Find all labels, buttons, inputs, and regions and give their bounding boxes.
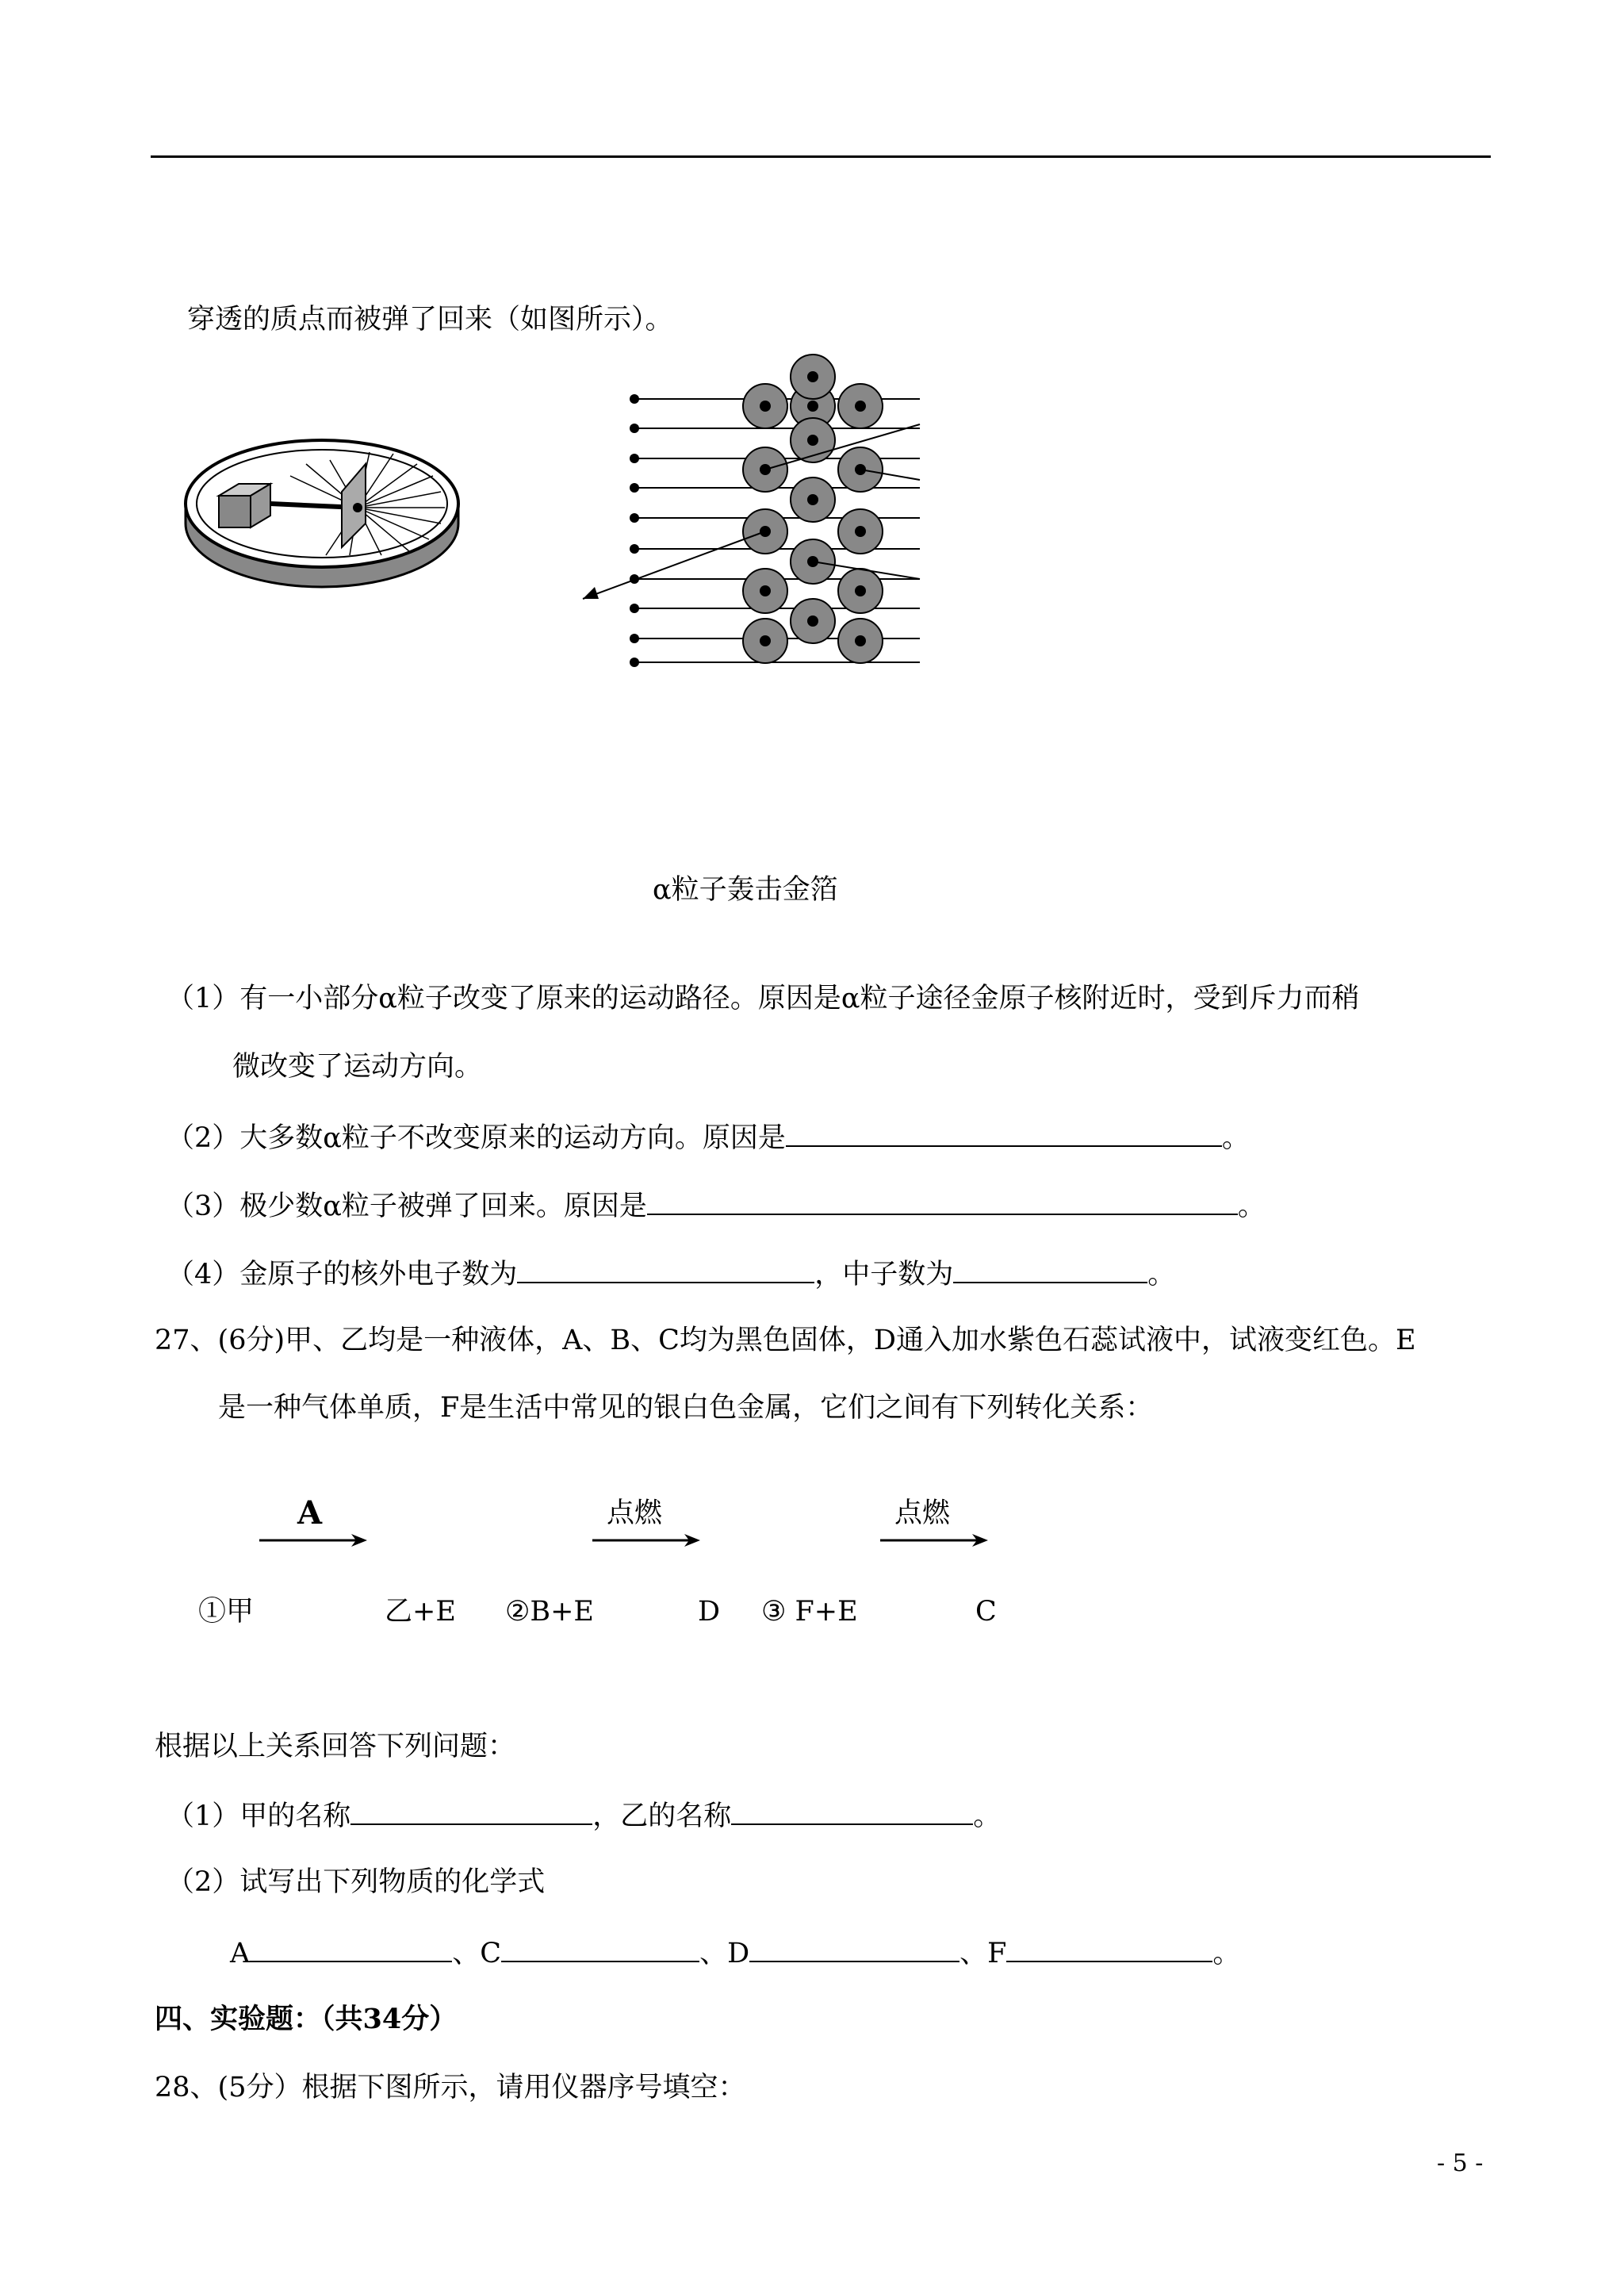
formula-d-label: 、D bbox=[699, 1938, 750, 1969]
q26-part3-answer-blank[interactable] bbox=[647, 1188, 1238, 1215]
q26-part2-prefix: （2）大多数α粒子不改变原来的运动方向。原因是 bbox=[167, 1122, 786, 1154]
formula-c-blank[interactable] bbox=[501, 1935, 699, 1962]
q27-line2: 是一种气体单质，F是生活中常见的银白色金属，它们之间有下列转化关系： bbox=[218, 1392, 1154, 1424]
yi-name-blank[interactable] bbox=[731, 1798, 973, 1825]
q26-part1-line2: 微改变了运动方向。 bbox=[232, 1051, 483, 1083]
q26-part2-period: 。 bbox=[1221, 1122, 1250, 1154]
reaction3-right: C bbox=[975, 1596, 997, 1628]
reaction1-arrow bbox=[258, 1531, 369, 1550]
q26-part2-answer-blank[interactable] bbox=[786, 1120, 1222, 1147]
q26-part4 bbox=[167, 1256, 1175, 1290]
q27-sub1 bbox=[167, 1798, 1001, 1832]
q26-part3 bbox=[167, 1188, 1266, 1222]
figure-caption: α粒子轰击金箔 bbox=[653, 874, 838, 906]
reaction1-left: ①甲 bbox=[198, 1596, 255, 1628]
formula-a-blank[interactable] bbox=[250, 1935, 452, 1962]
formula-f-label: 、F bbox=[959, 1938, 1007, 1969]
section-four-heading: 四、实验题：（共34分） bbox=[155, 2003, 458, 2035]
q26-part2 bbox=[167, 1120, 1250, 1154]
reaction1-condition: A bbox=[297, 1494, 323, 1532]
reaction2-left: ②B+E bbox=[505, 1596, 594, 1628]
gold-atoms-scattering-figure bbox=[571, 349, 936, 682]
formula-period: 。 bbox=[1212, 1938, 1241, 1969]
reaction3-condition: 点燃 bbox=[894, 1497, 951, 1529]
q26-part4-prefix: （4）金原子的核外电子数为 bbox=[167, 1259, 518, 1290]
formula-c-label: 、C bbox=[452, 1938, 502, 1969]
formula-f-blank[interactable] bbox=[1006, 1935, 1212, 1962]
q26-part1-line1: （1）有一小部分α粒子改变了原来的运动路径。原因是α粒子途径金原子核附近时，受到斥力而稍 bbox=[167, 983, 1360, 1014]
reaction2-condition: 点燃 bbox=[607, 1497, 663, 1529]
q27-ask: 根据以上关系回答下列问题： bbox=[155, 1731, 516, 1762]
formula-d-blank[interactable] bbox=[749, 1935, 959, 1962]
page-number: - 5 - bbox=[1437, 2149, 1484, 2177]
q27-sub2: （2）试写出下列物质的化学式 bbox=[167, 1866, 546, 1898]
q27-sub1-period: 。 bbox=[973, 1800, 1002, 1832]
reaction2-right: D bbox=[698, 1596, 721, 1628]
intro-line: 穿透的质点而被弹了回来（如图所示）。 bbox=[187, 304, 673, 336]
q26-part4-mid: ，中子数为 bbox=[814, 1259, 954, 1290]
formula-blanks-row bbox=[230, 1935, 1240, 1969]
q26-part4-period: 。 bbox=[1147, 1259, 1176, 1290]
jia-name-blank[interactable] bbox=[350, 1798, 592, 1825]
q27-sub1-prefix: （1）甲的名称 bbox=[167, 1800, 351, 1832]
reaction2-arrow bbox=[591, 1531, 702, 1550]
q26-part3-period: 。 bbox=[1237, 1191, 1266, 1222]
q26-electron-count-blank[interactable] bbox=[517, 1256, 814, 1283]
q26-neutron-count-blank[interactable] bbox=[953, 1256, 1147, 1283]
q28-prompt: 28、(5分）根据下图所示，请用仪器序号填空： bbox=[155, 2072, 746, 2103]
reaction3-left: ③ F+E bbox=[761, 1596, 858, 1628]
header-rule bbox=[151, 155, 1491, 158]
reaction3-arrow bbox=[879, 1531, 990, 1550]
q27-sub1-mid: ，乙的名称 bbox=[592, 1800, 732, 1832]
q26-part3-prefix: （3）极少数α粒子被弹了回来。原因是 bbox=[167, 1191, 647, 1222]
q27-line1: 27、(6分)甲、乙均是一种液体，A、B、C均为黑色固体，D通入加水紫色石蕊试液中，试液变红色。E bbox=[155, 1325, 1416, 1356]
reaction1-right: 乙+E bbox=[385, 1596, 456, 1628]
formula-a-label: A bbox=[230, 1938, 251, 1969]
alpha-scattering-apparatus-figure bbox=[179, 428, 465, 619]
